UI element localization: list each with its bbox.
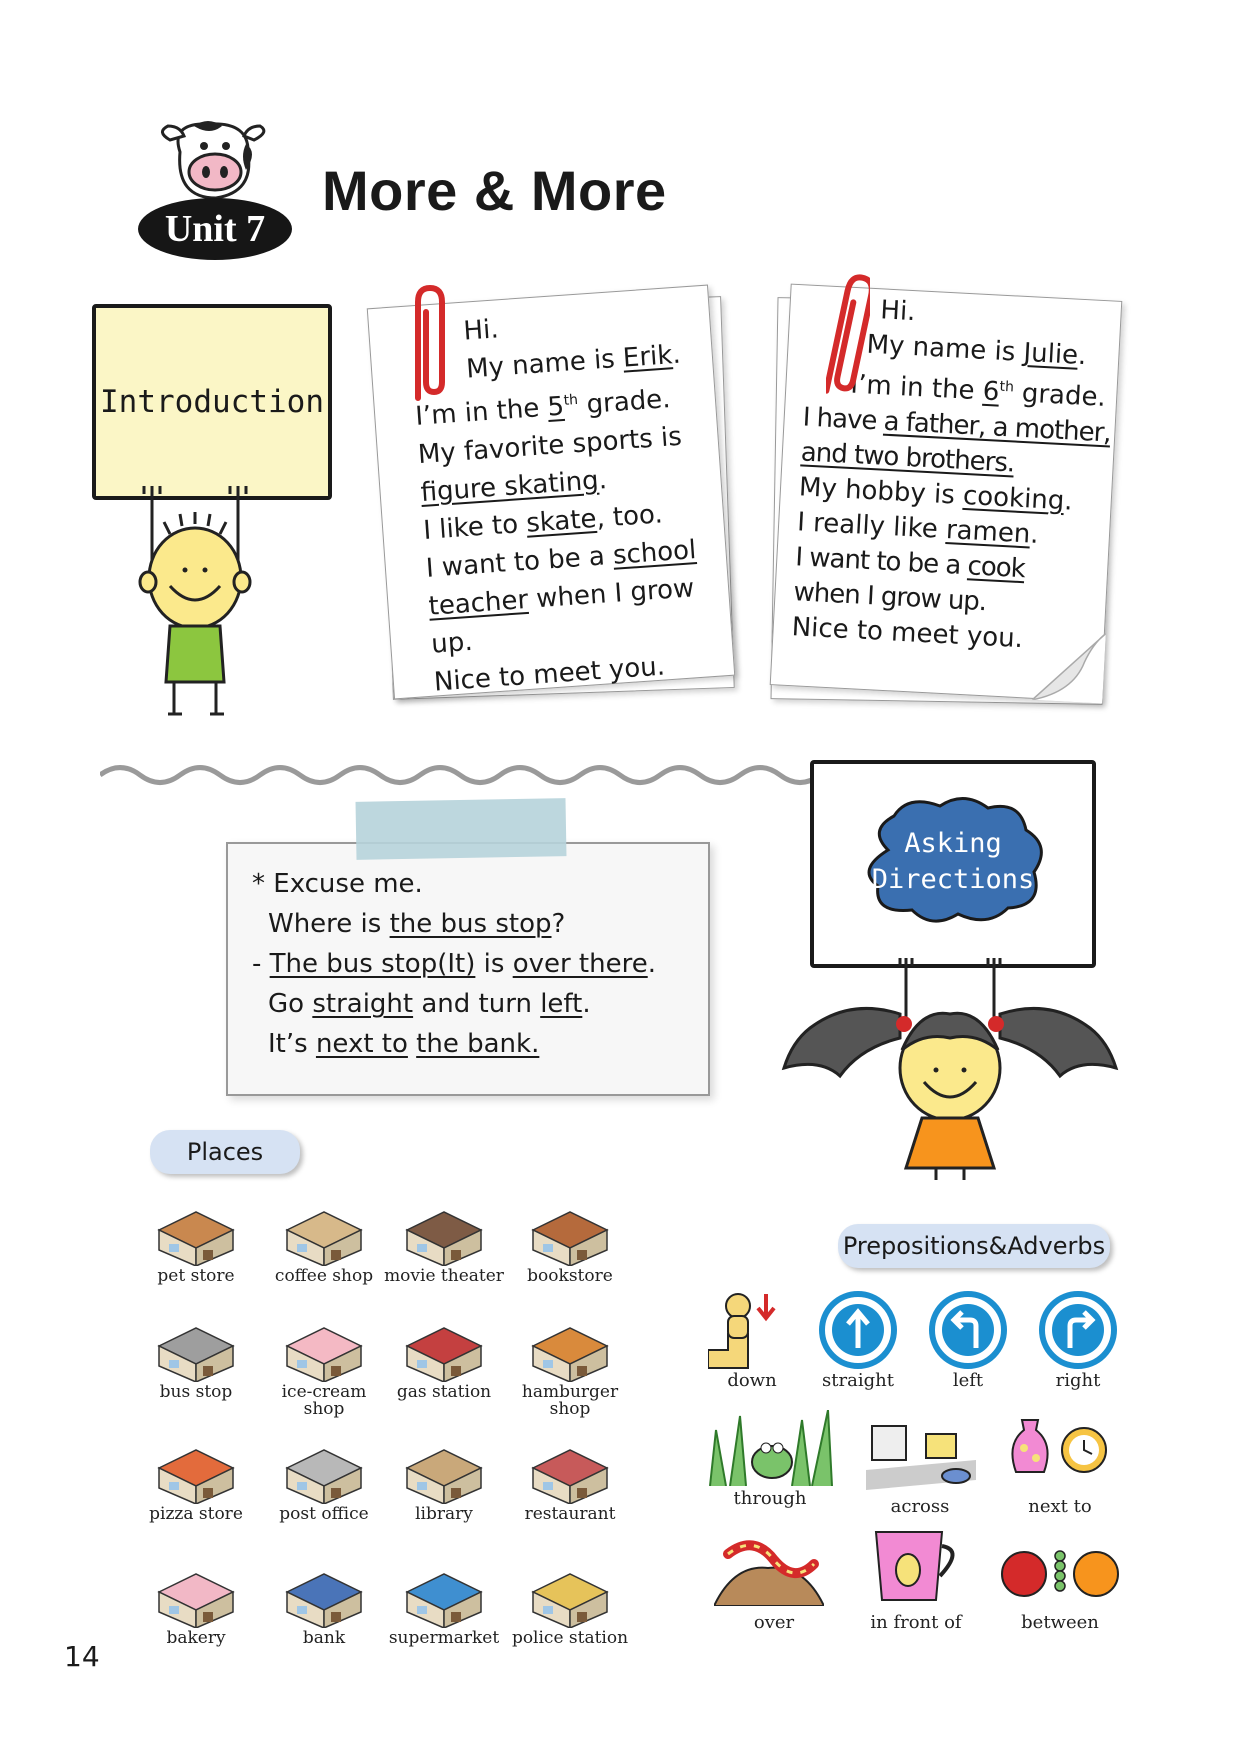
restaurant-icon xyxy=(525,1428,615,1504)
text-line: My name is xyxy=(465,343,625,385)
snake-rock-icon xyxy=(714,1530,824,1606)
girl-character-icon xyxy=(780,958,1120,1180)
street-crossing-icon xyxy=(866,1420,976,1492)
text-line: My name is xyxy=(865,329,1025,368)
arrow-up-icon xyxy=(818,1290,898,1370)
erik-text xyxy=(408,296,734,702)
text-line: grade. xyxy=(1012,378,1107,413)
directions-dialogue xyxy=(252,864,656,1064)
dialogue-line: and turn xyxy=(413,989,541,1019)
wavy-divider xyxy=(100,760,820,790)
place-answer: the bus stop xyxy=(389,909,552,939)
prep-caption-left: left xyxy=(952,1370,984,1391)
text-line: Hi. xyxy=(462,314,500,347)
place-caption: pet store xyxy=(157,1266,235,1286)
ordinal-suffix: th xyxy=(563,391,579,409)
place-item-movie-theater xyxy=(384,1190,504,1285)
julie-card xyxy=(770,284,1123,703)
place-item-bus-stop xyxy=(136,1306,256,1401)
text-line: I want to be a xyxy=(424,540,615,584)
place-caption: supermarket xyxy=(388,1628,500,1648)
vase-clock-icon xyxy=(1000,1410,1120,1490)
text-line: My favorite sports is xyxy=(417,421,683,470)
text-line: I’m in the xyxy=(849,369,984,407)
pizza-store-icon xyxy=(151,1428,241,1504)
introduction-label: Introduction xyxy=(100,384,324,420)
place-caption: bus stop xyxy=(159,1382,233,1402)
place-item-bank xyxy=(264,1552,384,1647)
place-item-ice-cream-shop xyxy=(264,1306,384,1418)
text-line: . xyxy=(671,339,682,371)
text-line: grade. xyxy=(577,384,672,421)
bus-stop-icon xyxy=(151,1306,241,1382)
dialogue-line xyxy=(408,1029,416,1059)
text-line: Hi. xyxy=(879,295,917,328)
police-station-icon xyxy=(525,1552,615,1628)
frog-grass-icon xyxy=(706,1410,836,1486)
family-answer: and two brothers. xyxy=(800,437,1015,479)
job-answer: cook xyxy=(966,550,1026,584)
text-line: . xyxy=(1029,519,1040,550)
pet-store-icon xyxy=(151,1190,241,1266)
bank-icon xyxy=(279,1552,369,1628)
gas-station-icon xyxy=(399,1306,489,1382)
movie-theater-icon xyxy=(399,1190,489,1266)
tape-strip xyxy=(356,798,567,860)
dialogue-line: . xyxy=(582,989,591,1019)
grade-answer: 6 xyxy=(982,376,1001,408)
bakery-icon xyxy=(151,1552,241,1628)
dialogue-line: Go xyxy=(268,989,313,1019)
place-caption: post office xyxy=(279,1504,369,1524)
text-line: Nice to meet you. xyxy=(432,651,666,698)
dialogue-line: It’s xyxy=(268,1029,316,1059)
places-label: Places xyxy=(150,1130,300,1174)
text-line: I want to be a xyxy=(794,541,969,581)
arrow-left-icon xyxy=(928,1290,1008,1370)
prep-caption-over: over xyxy=(753,1612,795,1633)
text-line: I really like xyxy=(796,506,947,545)
bookstore-icon xyxy=(525,1190,615,1266)
text-line: when I grow up. xyxy=(430,572,696,660)
mouse-cup-icon xyxy=(866,1524,966,1604)
paper-clip-icon xyxy=(408,282,448,406)
place-caption: gas station xyxy=(396,1382,492,1402)
place-caption: restaurant xyxy=(524,1504,616,1524)
name-answer: Julie xyxy=(1022,337,1079,371)
place-item-hamburger-shop xyxy=(510,1306,630,1418)
prep-caption-through: through xyxy=(733,1488,807,1509)
place-item-supermarket xyxy=(384,1552,504,1647)
prep-caption-down: down xyxy=(727,1370,777,1391)
food-answer: ramen xyxy=(945,514,1032,550)
prep-caption-in-front-of: in front of xyxy=(870,1612,962,1633)
directions-label: Directions xyxy=(871,864,1035,895)
preposition-answer: next to xyxy=(315,1029,408,1059)
dialogue-line: ? xyxy=(551,909,566,939)
library-icon xyxy=(399,1428,489,1504)
place-caption: movie theater xyxy=(384,1266,504,1286)
prepositions-label: Prepositions&Adverbs xyxy=(838,1224,1110,1268)
text-line: when I grow up. xyxy=(792,576,987,617)
place-caption: coffee shop xyxy=(274,1266,374,1286)
place-caption: hamburger shop xyxy=(521,1382,619,1419)
text-line: , too. xyxy=(595,498,664,534)
place-caption: pizza store xyxy=(149,1504,243,1524)
asking-label: Asking xyxy=(904,828,1002,859)
place-caption: police station xyxy=(511,1628,629,1648)
text-line: My hobby is xyxy=(798,471,964,511)
place-item-bookstore xyxy=(510,1190,630,1285)
grade-answer: 5 xyxy=(546,391,566,423)
introduction-sign xyxy=(92,304,332,500)
prep-caption-right: right xyxy=(1055,1370,1101,1391)
place-caption: ice-cream shop xyxy=(281,1382,367,1419)
place-caption: bakery xyxy=(166,1628,226,1648)
place-item-restaurant xyxy=(510,1428,630,1523)
dialogue-line: Where is xyxy=(268,909,390,939)
place-answer: the bank. xyxy=(416,1029,540,1059)
prep-caption-across: across xyxy=(890,1496,950,1517)
direction-answer: straight xyxy=(312,989,414,1019)
place-caption: bank xyxy=(302,1628,346,1648)
place-item-pet-store xyxy=(136,1190,256,1285)
hamburger-shop-icon xyxy=(525,1306,615,1382)
bear-stairs-down-icon xyxy=(708,1290,788,1370)
place-item-gas-station xyxy=(384,1306,504,1401)
page-curl-icon xyxy=(1032,630,1106,704)
ordinal-suffix: th xyxy=(999,378,1015,396)
place-answer: The bus stop(It) xyxy=(269,949,476,979)
place-item-coffee-shop xyxy=(264,1190,384,1285)
hobby-answer: cooking xyxy=(962,480,1066,516)
direction-answer: left xyxy=(540,989,583,1019)
dialogue-line: . xyxy=(647,949,656,979)
dialogue-line: - xyxy=(252,949,270,979)
prep-caption-between: between xyxy=(1021,1612,1099,1633)
job-answer: school xyxy=(611,534,698,571)
coffee-shop-icon xyxy=(279,1190,369,1266)
place-caption: library xyxy=(415,1504,473,1524)
place-item-post-office xyxy=(264,1428,384,1523)
activity-answer: skate xyxy=(525,503,598,539)
sport-answer: figure skating xyxy=(419,465,600,508)
place-item-bakery xyxy=(136,1552,256,1647)
text-line: . xyxy=(1063,485,1074,517)
asking-directions-sign xyxy=(810,760,1096,968)
text-line: . xyxy=(1077,340,1088,372)
text-line: . xyxy=(597,464,608,496)
prep-caption-straight: straight xyxy=(822,1370,894,1391)
boy-character-icon xyxy=(130,486,260,718)
location-answer: over there xyxy=(512,949,648,979)
text-line: Nice to meet you. xyxy=(791,611,1024,654)
place-item-police-station xyxy=(510,1552,630,1647)
cow-mascot-icon xyxy=(150,112,280,212)
text-line: I have xyxy=(801,402,885,437)
arrow-right-icon xyxy=(1038,1290,1118,1370)
paper-clip-icon xyxy=(826,270,870,404)
place-caption: bookstore xyxy=(527,1266,613,1286)
dialogue-line: * Excuse me. xyxy=(252,869,423,899)
dialogue-line: is xyxy=(475,949,513,979)
place-item-pizza-store xyxy=(136,1428,256,1523)
page-number: 14 xyxy=(64,1640,100,1673)
place-item-library xyxy=(384,1428,504,1523)
text-line: I’m in the xyxy=(414,392,549,432)
prep-caption-next-to: next to xyxy=(1028,1496,1092,1517)
family-answer: a father, a mother, xyxy=(882,406,1112,449)
cloud-icon xyxy=(848,790,1058,930)
supermarket-icon xyxy=(399,1552,489,1628)
text-line: I like to xyxy=(422,508,528,546)
name-answer: Erik xyxy=(621,340,674,374)
page-title: More & More xyxy=(322,159,667,222)
unit-badge: Unit 7 xyxy=(138,198,292,260)
apple-caterpillar-orange-icon xyxy=(1000,1534,1120,1600)
job-answer: teacher xyxy=(427,584,530,622)
post-office-icon xyxy=(279,1428,369,1504)
ice-cream-shop-icon xyxy=(279,1306,369,1382)
